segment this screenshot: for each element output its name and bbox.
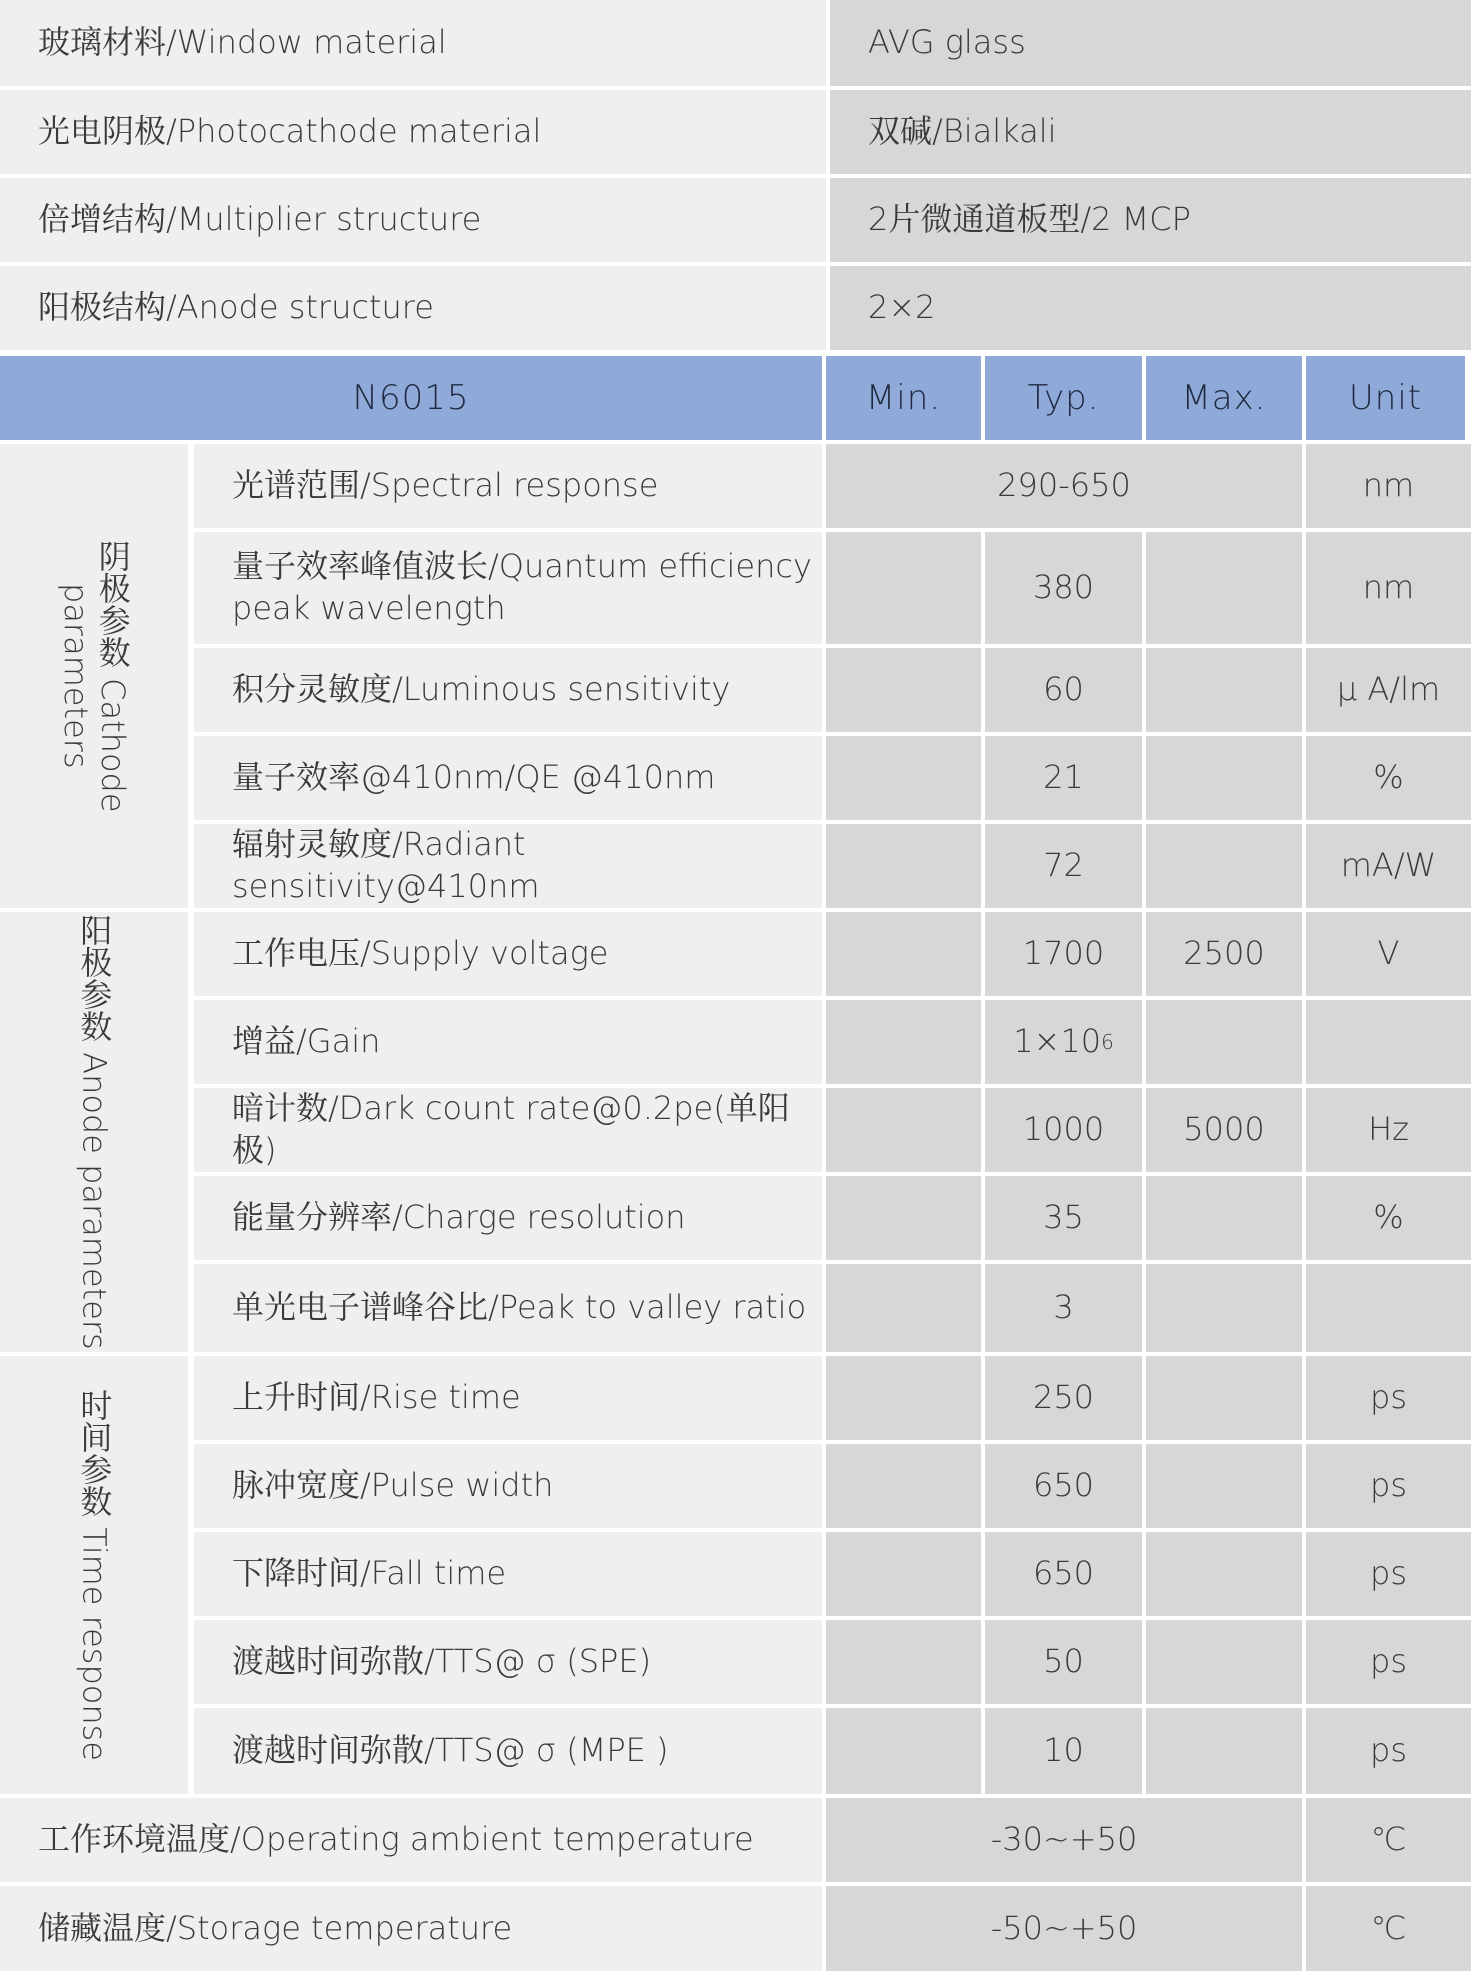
- group-cathode-label: 阴极参数 Cathode parameters: [57, 539, 132, 813]
- env-unit: ℃: [1306, 1798, 1471, 1882]
- param-min: [826, 1356, 981, 1440]
- param-min: [826, 648, 981, 732]
- param-typ: 72: [985, 824, 1142, 908]
- param-label: 工作电压/Supply voltage: [194, 912, 822, 996]
- param-typ: 290-650: [826, 444, 1302, 528]
- param-typ: 10: [985, 1708, 1142, 1794]
- param-unit: nm: [1306, 444, 1471, 528]
- param-label: 下降时间/Fall time: [194, 1532, 822, 1616]
- env-label: 储藏温度/Storage temperature: [0, 1886, 822, 1971]
- param-max: [1146, 1532, 1302, 1616]
- param-typ: 1×10 6: [985, 1000, 1142, 1084]
- header-max: Max.: [1146, 356, 1302, 440]
- env-value: -50~+50: [826, 1886, 1302, 1971]
- group-anode: [0, 912, 188, 1352]
- param-max: 2500: [1146, 912, 1302, 996]
- param-label: 渡越时间弥散/TTS@ σ (MPE ): [194, 1708, 822, 1794]
- param-max: [1146, 1176, 1302, 1260]
- spec-value: AVG glass: [830, 0, 1471, 86]
- param-min: [826, 532, 981, 644]
- param-max: [1146, 1264, 1302, 1352]
- param-typ: 650: [985, 1444, 1142, 1528]
- param-min: [826, 736, 981, 820]
- spec-label: 光电阴极/Photocathode material: [0, 90, 826, 174]
- group-anode-label: 阳极参数 Anode parameters: [75, 914, 114, 1350]
- param-min: [826, 1708, 981, 1794]
- param-min: [826, 1088, 981, 1172]
- gain-mantissa: 1×10: [1013, 1022, 1102, 1061]
- param-label: 脉冲宽度/Pulse width: [194, 1444, 822, 1528]
- spec-value: 双碱/Bialkali: [830, 90, 1471, 174]
- param-label: 单光电子谱峰谷比/Peak to valley ratio: [194, 1264, 822, 1352]
- param-unit: mA/W: [1306, 824, 1471, 908]
- param-typ: 1000: [985, 1088, 1142, 1172]
- param-label: 光谱范围/Spectral response: [194, 444, 822, 528]
- param-typ: 380: [985, 532, 1142, 644]
- spec-label: 阳极结构/Anode structure: [0, 266, 826, 350]
- param-typ: 35: [985, 1176, 1142, 1260]
- header-min: Min.: [826, 356, 981, 440]
- param-max: [1146, 1708, 1302, 1794]
- param-min: [826, 1264, 981, 1352]
- param-unit: %: [1306, 736, 1471, 820]
- param-unit: [1306, 1000, 1471, 1084]
- param-max: [1146, 1356, 1302, 1440]
- param-label: 量子效率峰值波长/Quantum efficiency peak wavelength: [194, 532, 822, 644]
- param-min: [826, 1444, 981, 1528]
- header-typ: Typ.: [985, 356, 1142, 440]
- param-typ: 3: [985, 1264, 1142, 1352]
- param-unit: V: [1306, 912, 1471, 996]
- param-label: 渡越时间弥散/TTS@ σ (SPE): [194, 1620, 822, 1704]
- param-min: [826, 1000, 981, 1084]
- param-typ: 21: [985, 736, 1142, 820]
- param-label: 能量分辨率/Charge resolution: [194, 1176, 822, 1260]
- param-min: [826, 912, 981, 996]
- param-unit: ps: [1306, 1708, 1471, 1794]
- param-label: 暗计数/Dark count rate@0.2pe(单阳极): [194, 1088, 822, 1172]
- header-model: N6015: [0, 356, 822, 440]
- spec-label: 玻璃材料/Window material: [0, 0, 826, 86]
- param-label: 上升时间/Rise time: [194, 1356, 822, 1440]
- param-typ: 50: [985, 1620, 1142, 1704]
- param-unit: Hz: [1306, 1088, 1471, 1172]
- param-label: 辐射灵敏度/Radiant sensitivity@410nm: [194, 824, 822, 908]
- group-time-label: 时间参数 Time response: [75, 1389, 114, 1761]
- spec-label: 倍增结构/Multiplier structure: [0, 178, 826, 262]
- group-time: [0, 1356, 188, 1794]
- param-label: 增益/Gain: [194, 1000, 822, 1084]
- param-max: [1146, 824, 1302, 908]
- env-value: -30~+50: [826, 1798, 1302, 1882]
- param-max: [1146, 1000, 1302, 1084]
- param-max: [1146, 736, 1302, 820]
- param-unit: %: [1306, 1176, 1471, 1260]
- param-min: [826, 1532, 981, 1616]
- spec-value: 2片微通道板型/2 MCP: [830, 178, 1471, 262]
- param-label: 积分灵敏度/Luminous sensitivity: [194, 648, 822, 732]
- param-min: [826, 1176, 981, 1260]
- param-unit: ps: [1306, 1620, 1471, 1704]
- param-typ: 1700: [985, 912, 1142, 996]
- param-typ: 250: [985, 1356, 1142, 1440]
- param-min: [826, 824, 981, 908]
- param-max: [1146, 1444, 1302, 1528]
- param-max: [1146, 1620, 1302, 1704]
- param-unit: μ A/lm: [1306, 648, 1471, 732]
- param-unit: ps: [1306, 1356, 1471, 1440]
- param-max: [1146, 648, 1302, 732]
- param-typ: 650: [985, 1532, 1142, 1616]
- spec-value: 2×2: [830, 266, 1471, 350]
- param-unit: nm: [1306, 532, 1471, 644]
- param-min: [826, 1620, 981, 1704]
- param-unit: ps: [1306, 1532, 1471, 1616]
- param-max: [1146, 532, 1302, 644]
- group-cathode: [0, 444, 188, 908]
- param-unit: ps: [1306, 1444, 1471, 1528]
- param-label: 量子效率@410nm/QE @410nm: [194, 736, 822, 820]
- env-label: 工作环境温度/Operating ambient temperature: [0, 1798, 822, 1882]
- header-unit: Unit: [1306, 356, 1465, 440]
- env-unit: ℃: [1306, 1886, 1471, 1971]
- param-typ: 60: [985, 648, 1142, 732]
- param-max: 5000: [1146, 1088, 1302, 1172]
- param-unit: [1306, 1264, 1471, 1352]
